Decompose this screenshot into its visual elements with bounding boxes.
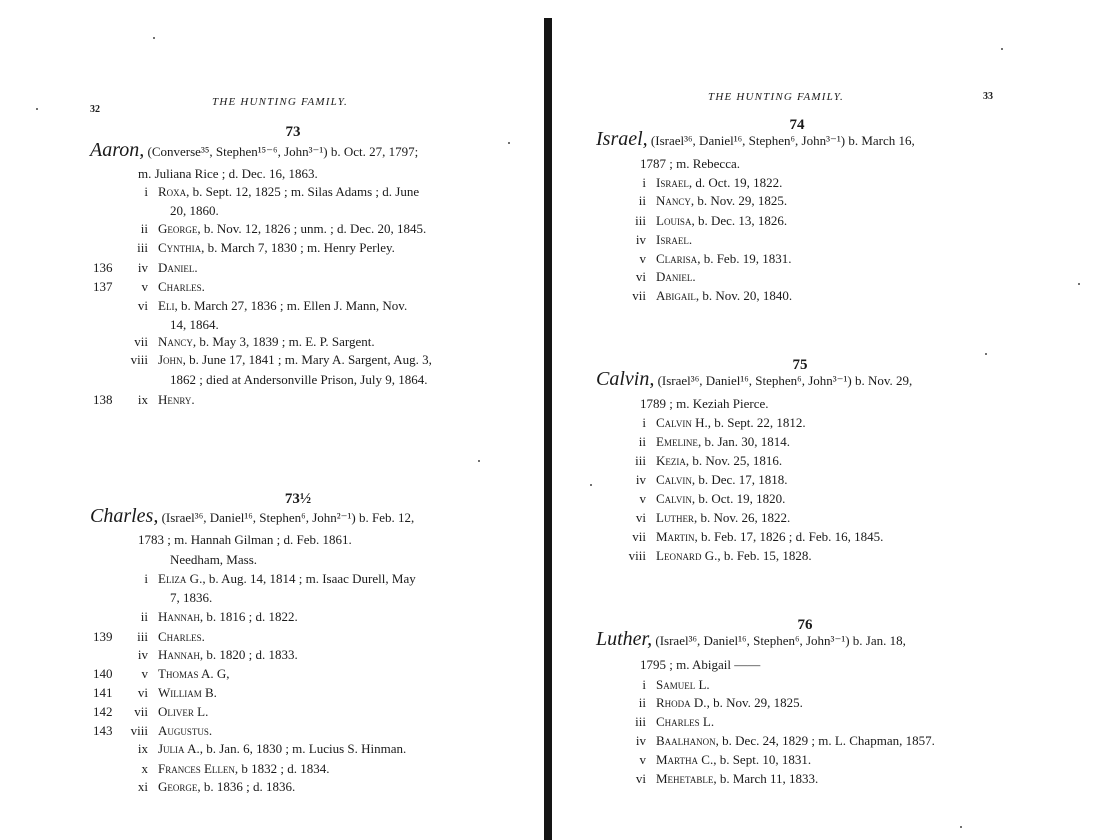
child-ordinal: iii xyxy=(635,213,646,228)
child-name: Calvin xyxy=(656,491,692,506)
child-line xyxy=(158,761,330,776)
ancestor-name: Israel, xyxy=(596,128,648,150)
child-line xyxy=(158,629,205,644)
scan-speck xyxy=(508,142,510,144)
child-name: Thomas A. G, xyxy=(158,666,230,681)
child-ordinal: v xyxy=(141,279,148,294)
child-ordinal: iv xyxy=(137,260,148,275)
child-details: , b. Oct. 19, 1820. xyxy=(691,491,786,506)
continuation-line xyxy=(170,552,257,567)
child-name: Luther xyxy=(656,510,694,525)
child-line xyxy=(656,472,788,487)
cross-reference-number: 138 xyxy=(93,392,113,407)
continuation-line xyxy=(170,372,427,387)
child-name: Martha C. xyxy=(656,752,714,767)
child-line xyxy=(656,415,806,430)
child-name: Rhoda D. xyxy=(656,695,707,710)
child-ordinal: viii xyxy=(628,548,646,563)
child-details: , b. Feb. 17, 1826 ; d. Feb. 16, 1845. xyxy=(694,529,884,544)
continuation-line xyxy=(138,166,318,181)
child-details: , b. Sept. 12, 1825 ; m. Silas Adams ; d. June xyxy=(186,184,420,199)
ancestor-name: Calvin, xyxy=(596,368,655,390)
child-line xyxy=(656,251,791,266)
child-ordinal: vi xyxy=(635,771,646,786)
cross-reference-number: 136 xyxy=(93,260,113,275)
entry-number: 75 xyxy=(792,357,808,373)
cross-reference-number: 141 xyxy=(93,685,113,700)
book-gutter xyxy=(544,18,552,840)
continuation-text: 14, 1864. xyxy=(170,317,219,332)
child-name: George xyxy=(158,779,198,794)
child-details: , b. 1816 ; d. 1822. xyxy=(199,609,298,624)
child-line xyxy=(158,279,205,294)
child-name: Israel. xyxy=(656,232,693,247)
child-details: , b. Nov. 25, 1816. xyxy=(685,453,783,468)
child-details: , b. Nov. 12, 1826 ; unm. ; d. Dec. 20, 1845. xyxy=(197,221,427,236)
child-ordinal: vii xyxy=(632,288,646,303)
child-details: , b. Aug. 14, 1814 ; m. Isaac Durell, May xyxy=(202,571,416,586)
child-line xyxy=(656,453,782,468)
child-ordinal: ix xyxy=(137,741,148,756)
child-details: , b. Jan. 6, 1830 ; m. Lucius S. Hinman. xyxy=(199,741,407,756)
scan-speck xyxy=(478,460,480,462)
child-name: George xyxy=(158,221,198,236)
scan-speck xyxy=(36,108,38,110)
child-details: , b. Dec. 17, 1818. xyxy=(691,472,788,487)
ancestor-name: Aaron, xyxy=(90,139,145,161)
child-name: Eli xyxy=(158,298,175,313)
child-name: Hannah xyxy=(158,647,200,662)
scan-speck xyxy=(960,826,962,828)
child-ordinal: vi xyxy=(635,269,646,284)
child-line xyxy=(158,741,406,756)
child-ordinal: vii xyxy=(632,529,646,544)
child-line xyxy=(656,714,714,729)
child-details: , b. March 7, 1830 ; m. Henry Perley. xyxy=(201,240,395,255)
child-ordinal: i xyxy=(642,415,646,430)
child-line xyxy=(656,548,812,563)
child-ordinal: ii xyxy=(140,221,148,236)
child-line xyxy=(158,240,395,255)
child-name: Frances Ellen xyxy=(158,761,235,776)
scan-speck xyxy=(1001,48,1003,50)
child-line xyxy=(158,779,295,794)
child-line xyxy=(656,193,787,208)
lineage-text: (Israel³⁶, Daniel¹⁶, Stephen⁶, John³⁻¹) b. March 16, xyxy=(647,133,915,148)
child-line xyxy=(158,298,407,313)
child-ordinal: vi xyxy=(137,685,148,700)
child-ordinal: v xyxy=(639,491,646,506)
child-ordinal: iv xyxy=(635,232,646,247)
child-line xyxy=(158,704,208,719)
child-line xyxy=(656,529,883,544)
child-name: Charles. xyxy=(158,629,205,644)
child-name: Emeline xyxy=(656,434,698,449)
child-name: Clarisa xyxy=(656,251,698,266)
child-name: Daniel. xyxy=(158,260,198,275)
lineage-text: (Israel³⁶, Daniel¹⁶, Stephen⁶, John³⁻¹) b. Nov. 29, xyxy=(654,373,913,388)
ancestor-name: Charles, xyxy=(90,505,159,527)
entry-heading-line xyxy=(90,505,415,527)
child-ordinal: viii xyxy=(130,723,148,738)
child-name: Charles L. xyxy=(656,714,715,729)
scan-speck xyxy=(985,353,987,355)
child-line xyxy=(656,677,710,692)
child-name: Oliver L. xyxy=(158,704,209,719)
child-name: Roxa xyxy=(158,184,187,199)
child-ordinal: v xyxy=(639,752,646,767)
child-ordinal: vii xyxy=(134,704,148,719)
child-name: Hannah xyxy=(158,609,200,624)
child-ordinal: v xyxy=(639,251,646,266)
child-ordinal: vi xyxy=(137,298,148,313)
child-name: Mehetable xyxy=(656,771,714,786)
child-line xyxy=(158,685,217,700)
continuation-line xyxy=(170,590,212,605)
child-line xyxy=(158,184,419,199)
child-line xyxy=(656,771,818,786)
cross-reference-number: 143 xyxy=(93,723,113,738)
child-line xyxy=(158,723,212,738)
child-ordinal: i xyxy=(642,175,646,190)
child-ordinal: iv xyxy=(137,647,148,662)
continuation-text: 1787 ; m. Rebecca. xyxy=(640,156,740,171)
child-ordinal: vi xyxy=(635,510,646,525)
child-line xyxy=(656,510,790,525)
child-line xyxy=(656,491,785,506)
child-ordinal: iii xyxy=(137,629,148,644)
child-ordinal: i xyxy=(642,677,646,692)
child-details: , b. May 3, 1839 ; m. E. P. Sargent. xyxy=(192,334,375,349)
lineage-text: (Israel³⁶, Daniel¹⁶, Stephen⁶, John²⁻¹) b. Feb. 12, xyxy=(158,510,415,525)
child-details: , d. Oct. 19, 1822. xyxy=(688,175,783,190)
child-name: Cynthia xyxy=(158,240,202,255)
child-ordinal: iii xyxy=(137,240,148,255)
child-ordinal: iv xyxy=(635,472,646,487)
child-line xyxy=(656,733,935,748)
continuation-text: 7, 1836. xyxy=(170,590,213,605)
continuation-text: Needham, Mass. xyxy=(170,552,258,567)
child-line xyxy=(158,334,375,349)
entry-number: 73 xyxy=(285,124,301,140)
continuation-text: 1862 ; died at Andersonville Prison, July 9, 1864. xyxy=(170,372,428,387)
child-name: Louisa xyxy=(656,213,692,228)
scan-speck xyxy=(153,37,155,39)
child-name: Abigail xyxy=(656,288,696,303)
child-details: , b. 1836 ; d. 1836. xyxy=(197,779,296,794)
child-details: , b 1832 ; d. 1834. xyxy=(234,761,330,776)
continuation-text: 1795 ; m. Abigail —— xyxy=(640,657,761,672)
child-line xyxy=(656,434,790,449)
child-ordinal: ii xyxy=(638,434,646,449)
child-name: Israel xyxy=(656,175,689,190)
child-ordinal: vii xyxy=(134,334,148,349)
child-line xyxy=(656,213,787,228)
child-ordinal: viii xyxy=(130,352,148,367)
child-line xyxy=(158,260,198,275)
child-line xyxy=(158,352,432,367)
child-name: Baalhanon xyxy=(656,733,716,748)
continuation-text: 20, 1860. xyxy=(170,203,219,218)
child-name: William B. xyxy=(158,685,217,700)
cross-reference-number: 142 xyxy=(93,704,113,719)
child-details: , b. Dec. 13, 1826. xyxy=(691,213,788,228)
continuation-line xyxy=(170,203,219,218)
entry-number: 74 xyxy=(789,117,805,133)
continuation-line xyxy=(640,396,769,411)
child-details: , b. Feb. 19, 1831. xyxy=(697,251,792,266)
child-details: , b. Nov. 26, 1822. xyxy=(693,510,791,525)
page-number: 33 xyxy=(983,91,993,102)
child-name: Julia A. xyxy=(158,741,200,756)
child-details: , b. Jan. 30, 1814. xyxy=(697,434,791,449)
ancestor-name: Luther, xyxy=(596,628,653,650)
child-line xyxy=(158,647,298,662)
child-details: , b. Feb. 15, 1828. xyxy=(717,548,812,563)
child-name: Kezia xyxy=(656,453,686,468)
child-name: Nancy xyxy=(656,193,691,208)
child-details: , b. March 11, 1833. xyxy=(713,771,819,786)
continuation-line xyxy=(640,657,760,672)
child-ordinal: ii xyxy=(638,695,646,710)
child-ordinal: iii xyxy=(635,714,646,729)
child-details: , b. Dec. 24, 1829 ; m. L. Chapman, 1857. xyxy=(715,733,935,748)
lineage-text: (Converse³⁵, Stephen¹⁵⁻⁶, John³⁻¹) b. Oct. 27, 1797; xyxy=(144,144,419,159)
child-ordinal: ii xyxy=(638,193,646,208)
child-line xyxy=(656,269,696,284)
child-ordinal: x xyxy=(141,761,148,776)
entry-number: 76 xyxy=(797,617,813,633)
child-line xyxy=(656,695,803,710)
cross-reference-number: 139 xyxy=(93,629,113,644)
entry-number: 73½ xyxy=(284,491,312,507)
child-details: , b. Nov. 29, 1825. xyxy=(690,193,788,208)
child-ordinal: iv xyxy=(635,733,646,748)
child-name: Samuel L. xyxy=(656,677,710,692)
child-line xyxy=(656,288,792,303)
child-name: Martin xyxy=(656,529,695,544)
child-details: , b. Sept. 22, 1812. xyxy=(707,415,806,430)
cross-reference-number: 140 xyxy=(93,666,113,681)
continuation-line xyxy=(640,156,740,171)
continuation-line xyxy=(138,532,352,547)
child-name: Henry. xyxy=(158,392,195,407)
child-ordinal: xi xyxy=(137,779,148,794)
child-line xyxy=(656,232,692,247)
child-ordinal: i xyxy=(144,184,148,199)
entry-heading-line xyxy=(596,128,915,150)
child-name: Eliza G. xyxy=(158,571,203,586)
continuation-line xyxy=(170,317,219,332)
child-name: Nancy xyxy=(158,334,193,349)
child-name: John xyxy=(158,352,183,367)
scan-speck xyxy=(590,484,592,486)
page-number: 32 xyxy=(90,104,100,115)
child-line xyxy=(656,175,782,190)
continuation-text: 1789 ; m. Keziah Pierce. xyxy=(640,396,769,411)
continuation-text: 1783 ; m. Hannah Gilman ; d. Feb. 1861. xyxy=(138,532,352,547)
child-ordinal: i xyxy=(144,571,148,586)
child-ordinal: v xyxy=(141,666,148,681)
child-name: Daniel. xyxy=(656,269,696,284)
child-line xyxy=(656,752,811,767)
child-name: Calvin xyxy=(656,472,692,487)
entry-heading-line xyxy=(596,368,913,390)
child-name: Augustus. xyxy=(158,723,213,738)
child-details: , b. Sept. 10, 1831. xyxy=(713,752,812,767)
child-details: , b. 1820 ; d. 1833. xyxy=(199,647,298,662)
child-name: Leonard G. xyxy=(656,548,718,563)
child-name: Charles. xyxy=(158,279,205,294)
child-line xyxy=(158,571,416,586)
scan-speck xyxy=(1078,283,1080,285)
child-line xyxy=(158,221,426,236)
child-details: , b. June 17, 1841 ; m. Mary A. Sargent, Aug. 3, xyxy=(182,352,432,367)
cross-reference-number: 137 xyxy=(93,279,113,294)
entry-heading-line xyxy=(90,139,419,161)
child-ordinal: ix xyxy=(137,392,148,407)
entry-heading-line xyxy=(596,628,906,650)
child-line xyxy=(158,609,298,624)
lineage-text: (Israel³⁶, Daniel¹⁶, Stephen⁶, John³⁻¹) b. Jan. 18, xyxy=(652,633,906,648)
continuation-text: m. Juliana Rice ; d. Dec. 16, 1863. xyxy=(138,166,318,181)
child-details: , b. Nov. 20, 1840. xyxy=(695,288,793,303)
child-ordinal: iii xyxy=(635,453,646,468)
running-head: THE HUNTING FAMILY. xyxy=(212,96,348,108)
child-details: , b. Nov. 29, 1825. xyxy=(706,695,803,710)
child-ordinal: ii xyxy=(140,609,148,624)
child-details: , b. March 27, 1836 ; m. Ellen J. Mann, Nov. xyxy=(174,298,408,313)
running-head: THE HUNTING FAMILY. xyxy=(708,91,844,103)
child-name: Calvin H. xyxy=(656,415,708,430)
child-line xyxy=(158,392,195,407)
child-line xyxy=(158,666,230,681)
